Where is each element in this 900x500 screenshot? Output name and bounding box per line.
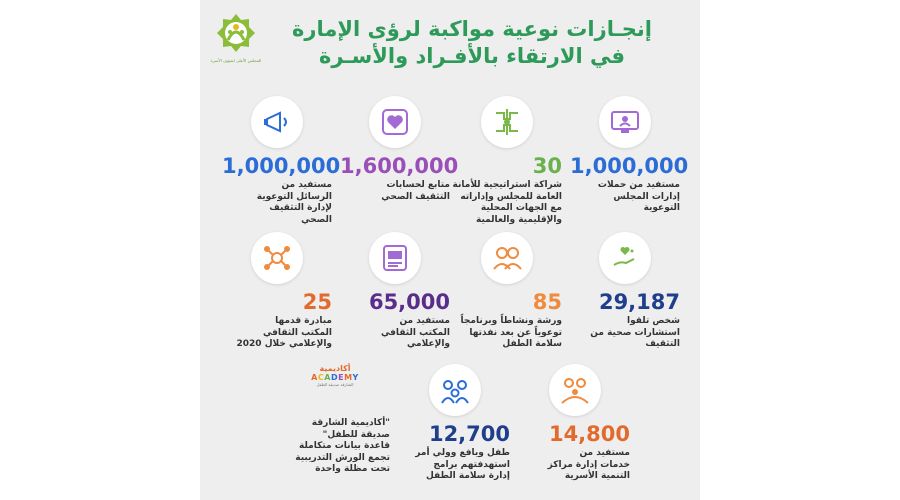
- stat-strategic-partnerships: [452, 96, 562, 226]
- initiative-icon: [251, 232, 303, 284]
- stat-media-initiatives: [222, 232, 332, 351]
- stat-description: متابع لحسابات التثقيف الصحي: [381, 180, 450, 202]
- stat-value: 14,800: [548, 422, 630, 446]
- stat-media-office-beneficiaries: [340, 232, 450, 351]
- stat-value: 85: [532, 290, 562, 314]
- stat-value: 1,000,000: [222, 154, 341, 178]
- stat-child-safety-targets: [400, 364, 510, 483]
- hand-heart-icon: [599, 232, 651, 284]
- stat-value: 25: [302, 290, 332, 314]
- computer-icon: [599, 96, 651, 148]
- stat-family-centers: [520, 364, 630, 483]
- stat-description: شراكة استراتيجية للأمانة العامة للمجلس وإداراته مع الجهات المحلية والإقليمية والعالمية: [452, 180, 562, 225]
- social-icon: [369, 96, 421, 148]
- infographic-card: [200, 0, 700, 500]
- stat-description: مستفيد من الرسائل التوعوية لإدارة التثقيف الصحي: [256, 180, 332, 225]
- stat-sharjah-academy: [280, 364, 390, 476]
- academy-logo-wordmark: ACADEMY: [311, 373, 359, 382]
- council-logo-caption: المجلس الأعلى لشؤون الأسرة: [210, 58, 262, 63]
- stat-description: مستفيد من حملات إدارات المجلس التوعوية: [597, 180, 680, 213]
- stat-description: "أكاديمية الشارقة صديقة للطفل" قاعدة بيانات متكاملة تجمع الورش التدريبية تحت مظلة واحدة: [295, 418, 390, 474]
- stat-value: 30: [532, 154, 562, 178]
- stat-health-consultations: [570, 232, 680, 351]
- stat-value: 12,700: [428, 422, 510, 446]
- media-icon: [369, 232, 421, 284]
- stat-description: شخص تلقوا استشارات صحية من التثقيف: [590, 316, 680, 349]
- page-title: [292, 16, 652, 70]
- stat-awareness-messages: [222, 96, 341, 226]
- stat-health-followers: [340, 96, 459, 203]
- people-icon: [481, 232, 533, 284]
- council-logo: [212, 12, 260, 68]
- network-icon: [481, 96, 533, 148]
- stat-description: ورشة ونشاطاً وبرنامجاً توعوياً عن بعد نفذتها سلامة الطفل: [460, 316, 562, 349]
- stat-description: مستفيد من المكتب الثقافي والإعلامي: [380, 316, 450, 349]
- stat-description: طفل ويافع وولي أمر استهدفتهم برامج إدارة سلامة الطفل: [415, 448, 510, 481]
- stat-value: 29,187: [598, 290, 680, 314]
- megaphone-icon: [251, 96, 303, 148]
- title-line-2: في الارتقاء بالأفـراد والأسـرة: [318, 44, 626, 68]
- stat-value: 1,600,000: [340, 154, 459, 178]
- stat-description: مبادرة قدمها المكتب الثقافي والإعلامي خلال 2020: [236, 316, 332, 349]
- kids-icon: [429, 364, 481, 416]
- stat-value: 1,000,000: [570, 154, 689, 178]
- family-icon: [549, 364, 601, 416]
- stat-value: 65,000: [368, 290, 450, 314]
- council-logo-icon: [214, 12, 258, 56]
- academy-logo: أكاديمية ACADEMY الشارقة صديقة الطفل: [309, 364, 361, 400]
- stat-campaign-beneficiaries: [570, 96, 689, 215]
- title-line-1: إنجـازات نوعية مواكبة لرؤى الإمارة: [292, 17, 652, 41]
- stat-description: مستفيد من خدمات إدارة مراكز التنمية الأسرية: [547, 448, 630, 481]
- stat-remote-workshops: [452, 232, 562, 351]
